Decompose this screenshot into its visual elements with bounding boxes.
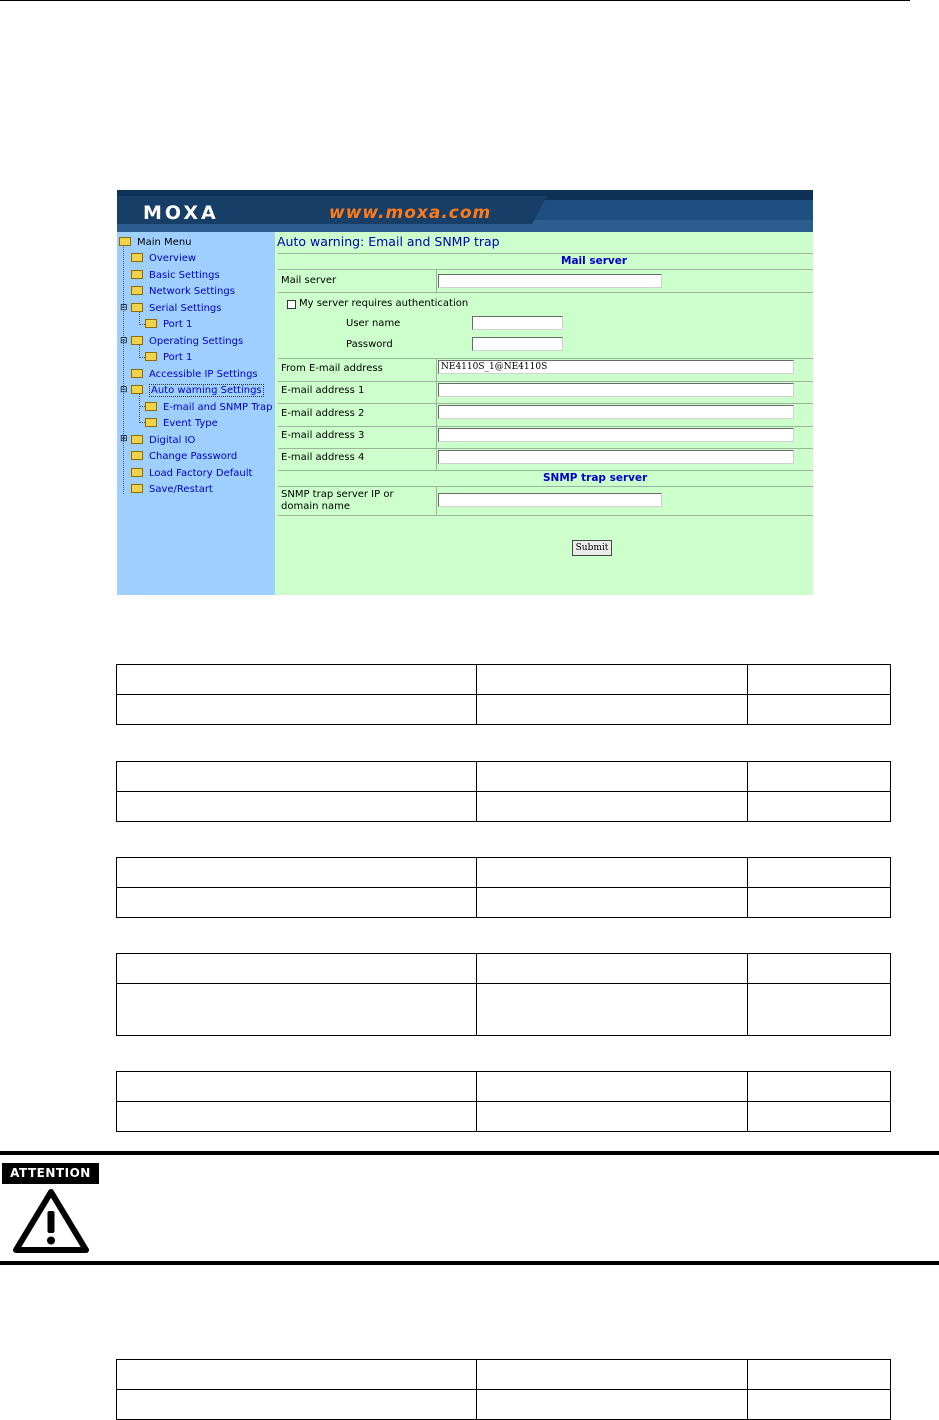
auth-required-label: My server requires authentication bbox=[299, 298, 469, 309]
menu-serial-settings[interactable]: Serial Settings bbox=[131, 302, 222, 316]
form-row-divider bbox=[278, 470, 813, 471]
folder-icon bbox=[131, 468, 143, 477]
menu-overview[interactable]: Overview bbox=[131, 252, 196, 266]
table-row bbox=[117, 888, 891, 918]
form-row-divider bbox=[278, 403, 813, 404]
folder-icon bbox=[131, 369, 143, 378]
mail-server-section-title: Mail server bbox=[561, 255, 628, 267]
table-cell bbox=[477, 1072, 748, 1102]
folder-icon bbox=[131, 253, 143, 262]
table-header-row bbox=[117, 954, 891, 984]
email-4-input[interactable] bbox=[438, 450, 794, 464]
table-cell bbox=[117, 665, 477, 695]
table-cell bbox=[117, 1360, 477, 1390]
menu-load-factory-default[interactable]: Load Factory Default bbox=[131, 467, 252, 481]
form-row-divider bbox=[278, 426, 813, 427]
snmp-server-label-line-2: domain name bbox=[281, 501, 350, 512]
site-url: www.moxa.com bbox=[329, 203, 492, 223]
menu-event-type[interactable]: Event Type bbox=[145, 417, 218, 431]
table-cell bbox=[748, 858, 891, 888]
password-label: Password bbox=[346, 339, 393, 350]
table-cell bbox=[117, 954, 477, 984]
folder-icon bbox=[131, 435, 143, 444]
folder-icon bbox=[131, 270, 143, 279]
from-email-label: From E-mail address bbox=[281, 363, 383, 374]
table-cell bbox=[117, 888, 477, 918]
tree-line bbox=[123, 244, 124, 494]
form-row-divider bbox=[278, 358, 813, 359]
menu-accessible-ip-settings[interactable]: Accessible IP Settings bbox=[131, 368, 258, 382]
menu-operating-settings[interactable]: Operating Settings bbox=[131, 335, 243, 349]
from-email-input[interactable]: NE4110S_1@NE4110S bbox=[438, 360, 794, 374]
column-divider bbox=[436, 358, 437, 471]
table-cell bbox=[477, 695, 748, 725]
menu-digital-io[interactable]: Digital IO bbox=[131, 434, 195, 448]
submit-button[interactable]: Submit bbox=[572, 540, 612, 556]
menu-serial-port-1[interactable]: Port 1 bbox=[145, 318, 192, 332]
menu-operating-port-1[interactable]: Port 1 bbox=[145, 351, 192, 365]
email-3-input[interactable] bbox=[438, 428, 794, 442]
table-cell bbox=[477, 762, 748, 792]
table-header-row bbox=[117, 858, 891, 888]
email-2-input[interactable] bbox=[438, 405, 794, 419]
attention-badge: ATTENTION bbox=[2, 1163, 99, 1184]
mail-server-input[interactable] bbox=[438, 274, 662, 288]
mail-server-label: Mail server bbox=[281, 275, 337, 286]
auth-required-checkbox[interactable] bbox=[287, 300, 296, 309]
table-cell bbox=[748, 984, 891, 1036]
parameter-table-6 bbox=[116, 1359, 891, 1420]
table-cell bbox=[477, 792, 748, 822]
email-1-label: E-mail address 1 bbox=[281, 385, 365, 396]
snmp-server-label-line-1: SNMP trap server IP or bbox=[281, 489, 394, 500]
table-cell bbox=[748, 665, 891, 695]
parameter-table-1 bbox=[116, 664, 891, 725]
table-cell bbox=[477, 1102, 748, 1132]
page-title: Auto warning: Email and SNMP trap bbox=[277, 234, 500, 249]
email-2-label: E-mail address 2 bbox=[281, 408, 365, 419]
email-1-input[interactable] bbox=[438, 383, 794, 397]
parameter-table-3 bbox=[116, 857, 891, 918]
page-top-rule bbox=[0, 0, 910, 1]
table-cell bbox=[117, 1390, 477, 1420]
table-row bbox=[117, 1102, 891, 1132]
table-cell bbox=[117, 858, 477, 888]
folder-icon bbox=[145, 418, 157, 427]
table-header-row bbox=[117, 665, 891, 695]
table-cell bbox=[748, 1072, 891, 1102]
table-cell bbox=[748, 792, 891, 822]
table-header-row bbox=[117, 1072, 891, 1102]
snmp-section-title: SNMP trap server bbox=[543, 472, 648, 484]
form-row-divider bbox=[278, 381, 813, 382]
folder-icon bbox=[131, 451, 143, 460]
username-label: User name bbox=[346, 318, 401, 329]
form-row-divider bbox=[278, 448, 813, 449]
form-row-divider bbox=[278, 486, 813, 487]
password-input[interactable] bbox=[472, 337, 563, 351]
moxa-logo: MOXA bbox=[143, 202, 219, 224]
expand-icon[interactable]: ⊞ bbox=[120, 434, 128, 444]
username-input[interactable] bbox=[472, 316, 563, 330]
table-cell bbox=[117, 1072, 477, 1102]
table-row bbox=[117, 695, 891, 725]
collapse-icon[interactable]: ⊟ bbox=[120, 336, 128, 346]
parameter-table-2 bbox=[116, 761, 891, 822]
table-cell bbox=[117, 695, 477, 725]
folder-open-icon bbox=[131, 385, 143, 394]
web-console-screenshot bbox=[117, 190, 813, 595]
table-cell bbox=[748, 762, 891, 792]
table-row bbox=[117, 792, 891, 822]
table-cell bbox=[117, 762, 477, 792]
table-cell bbox=[477, 954, 748, 984]
parameter-table-5 bbox=[116, 1071, 891, 1132]
folder-icon bbox=[131, 484, 143, 493]
table-row bbox=[117, 984, 891, 1036]
table-cell bbox=[477, 1360, 748, 1390]
email-4-label: E-mail address 4 bbox=[281, 452, 365, 463]
menu-change-password[interactable]: Change Password bbox=[131, 450, 237, 464]
folder-open-icon bbox=[131, 303, 143, 312]
folder-icon bbox=[145, 402, 157, 411]
form-row-divider bbox=[278, 253, 813, 254]
table-cell bbox=[117, 1102, 477, 1132]
parameter-table-4 bbox=[116, 953, 891, 1036]
warning-triangle-icon bbox=[12, 1187, 90, 1255]
folder-icon bbox=[131, 286, 143, 295]
table-cell bbox=[748, 954, 891, 984]
table-cell bbox=[477, 665, 748, 695]
collapse-icon[interactable]: ⊟ bbox=[120, 385, 128, 395]
snmp-server-input[interactable] bbox=[438, 493, 662, 507]
menu-save-restart[interactable]: Save/Restart bbox=[131, 483, 213, 497]
menu-network-settings[interactable]: Network Settings bbox=[131, 285, 235, 299]
table-header-row bbox=[117, 1360, 891, 1390]
folder-open-icon bbox=[131, 336, 143, 345]
menu-basic-settings[interactable]: Basic Settings bbox=[131, 269, 220, 283]
form-row-divider bbox=[278, 292, 813, 293]
table-cell bbox=[748, 1102, 891, 1132]
table-cell bbox=[117, 984, 477, 1036]
moxa-banner bbox=[117, 190, 813, 232]
table-cell bbox=[748, 1390, 891, 1420]
attention-bottom-rule bbox=[0, 1261, 939, 1265]
auto-warning-form bbox=[275, 232, 813, 595]
table-cell bbox=[117, 792, 477, 822]
table-cell bbox=[477, 858, 748, 888]
column-divider bbox=[436, 486, 437, 515]
table-row bbox=[117, 1390, 891, 1420]
menu-auto-warning-settings[interactable]: Auto warning Settings bbox=[131, 384, 264, 398]
table-cell bbox=[477, 1390, 748, 1420]
email-3-label: E-mail address 3 bbox=[281, 430, 365, 441]
table-cell bbox=[748, 888, 891, 918]
folder-open-icon bbox=[119, 237, 131, 246]
table-cell bbox=[748, 695, 891, 725]
folder-icon bbox=[145, 319, 157, 328]
menu-email-and-snmp-trap[interactable]: E-mail and SNMP Trap bbox=[145, 401, 272, 415]
form-row-divider bbox=[278, 515, 813, 516]
folder-icon bbox=[145, 352, 157, 361]
form-row-divider bbox=[278, 269, 813, 270]
table-cell bbox=[748, 1360, 891, 1390]
table-cell bbox=[477, 984, 748, 1036]
column-divider bbox=[436, 269, 437, 292]
table-cell bbox=[477, 888, 748, 918]
table-header-row bbox=[117, 762, 891, 792]
sidebar-menu bbox=[117, 232, 275, 595]
attention-top-rule bbox=[0, 1151, 939, 1155]
menu-main-menu[interactable]: Main Menu bbox=[119, 236, 192, 250]
collapse-icon[interactable]: ⊟ bbox=[120, 303, 128, 313]
